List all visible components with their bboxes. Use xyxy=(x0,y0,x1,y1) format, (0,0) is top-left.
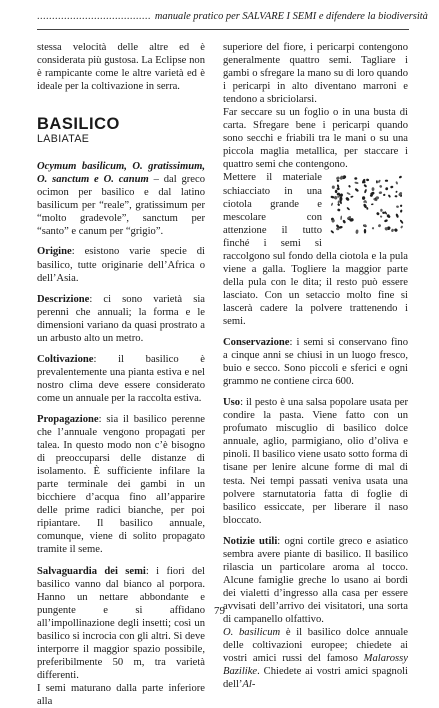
seed-mark xyxy=(399,176,403,179)
uso-text: : il pesto è una salsa popolare usata per condire la pasta. Viene fatto con un profumato miscuglio di basilico dolce annuale, aglio, parmigiano, olio d’oliva e pinoli. Il basilico viene usato sotto forma di tisane per lenire alcune forme di mal di testa. Nei tempi passati veniva usata una polvere starnutatoria fatta di foglie di basilico essiccate, per liberare il naso bloccato. xyxy=(223,397,408,526)
salvaguardia-paragraph xyxy=(37,565,205,682)
seed-mark xyxy=(376,181,378,184)
coltivazione-paragraph xyxy=(37,353,205,405)
basil-seeds-illustration xyxy=(328,173,408,237)
intro-paragraph: stessa velocità delle altre ed è considerata più gustosa. La Eclipse non è rampicante come le altre varietà ed è ideale per la coltivazione in serra. xyxy=(37,42,205,93)
seed-mark xyxy=(335,190,338,194)
notizie-label: Notizie utili xyxy=(223,535,278,547)
seed-mark xyxy=(372,188,375,192)
seed-mark xyxy=(400,210,403,213)
coltivazione-text: : il basilico è prevalentemente una pianta estiva e nel nostro clima deve essere considerato come un annuale per la raccolta estiva. xyxy=(37,353,205,404)
seed-mark xyxy=(371,204,374,206)
seed-mark xyxy=(379,185,383,189)
seed-mark xyxy=(399,220,403,225)
propagazione-paragraph xyxy=(37,413,205,557)
conservazione-label: Conservazione xyxy=(223,337,290,349)
seed-mark xyxy=(394,228,399,233)
conservazione-text: : i semi si conservano fino a cinque anni se chiusi in un luogo fresco, buio e secco. Sono piccoli e sferici e ogni grammo ne contiene circa 600. xyxy=(223,337,408,388)
cleaning-text: Mettere il materiale schiacciato in una ciotola grande e mescolare con attenzione il tutto finché i semi si raccolgono sul fondo della ciotola e la pula viene a galla. Togliere la maggior parte della pula con le dita; il resto può essere lasciato. Con un setaccio molto fine si lascerà cadere la polvere trattenendo i semi. xyxy=(223,172,408,327)
header-dots: ...................................... xyxy=(37,11,151,22)
seed-mark xyxy=(364,229,366,234)
seed-mark xyxy=(380,209,383,212)
variety-name: Malarossy Bazilike xyxy=(223,653,408,678)
seed-mark xyxy=(350,196,353,199)
seed-mark xyxy=(330,196,334,199)
notizie-text: : ogni cortile greco e asiatico sembra avere piante di basilico. Il basilico rilascia un particolare aroma al tocco. Alcune famiglie greche lo usano ai bordi dei vialetti d’ingresso alla casa per essere avvisati dell’arrivo dei visitatori, una sorta di campanello olfattivo. xyxy=(223,535,408,625)
running-header xyxy=(37,11,428,22)
conservazione-paragraph xyxy=(223,336,408,388)
seed-mark xyxy=(378,180,381,184)
seed-mark xyxy=(385,187,388,190)
seed-mark xyxy=(363,184,367,188)
seed-mark xyxy=(332,186,335,190)
seed-mark xyxy=(396,206,399,209)
descrizione-label: Descrizione xyxy=(37,293,90,305)
cleaning-paragraph xyxy=(223,171,408,328)
salvaguardia-text: : i fiori del basilico vanno dal bianco al porpora. Hanno un nettare abbondante e pungente e si affidano all’impollinazione degli insetti; così un basilico si incrocia con gli altri. Si deve interporre il maggior spazio possibile, preferibilmente 50 m, tra varietà differenti. xyxy=(37,565,205,681)
seed-mark xyxy=(379,192,383,195)
propagazione-label: Propagazione xyxy=(37,413,99,425)
salvaguardia-last-line: I semi maturano dalla parte inferiore alla xyxy=(37,682,205,707)
seed-mark xyxy=(338,201,340,204)
seed-mark xyxy=(362,197,366,201)
seed-mark xyxy=(390,186,394,189)
seed-mark xyxy=(364,189,367,194)
propagazione-text: : sia il basilico perenne che l’annuale vengono propagati per talea. In questo modo non c’è bisogno di preoccuparsi delle distanze di isolamento. È sufficiente infilare la parte terminale dei gambi in un bicchiere d’acqua fino all’apparire delle prime radici bianche, per poi ripiantare. Il basilico annuale, comunque, viene di solito propagato tramite il seme. xyxy=(37,413,205,556)
seed-mark xyxy=(337,180,340,182)
origine-paragraph xyxy=(37,245,205,284)
seed-mark xyxy=(366,179,369,182)
seed-mark xyxy=(337,185,340,189)
seed-mark xyxy=(354,188,359,193)
seed-mark xyxy=(346,192,351,196)
varieties-paragraph xyxy=(223,626,408,691)
seeds-icon xyxy=(328,173,408,237)
seed-mark xyxy=(395,191,398,194)
seed-mark xyxy=(354,178,357,181)
seed-mark xyxy=(394,196,397,198)
header-rule xyxy=(37,29,409,30)
species-names: Ocymum basilicum, O. gratissimum, O. sanctum e O. canum xyxy=(37,161,205,186)
origine-label: Origine xyxy=(37,246,72,258)
seed-mark xyxy=(336,188,340,191)
seed-mark xyxy=(400,226,403,229)
right-column xyxy=(223,41,408,691)
coltivazione-label: Coltivazione xyxy=(37,353,94,365)
seed-mark xyxy=(346,207,350,211)
seed-mark xyxy=(384,219,388,223)
seed-mark xyxy=(385,180,388,182)
seed-mark xyxy=(340,216,342,221)
seed-mark xyxy=(391,229,395,233)
uso-paragraph xyxy=(223,396,408,526)
seed-mark xyxy=(372,227,375,230)
seed-mark xyxy=(330,230,334,234)
salvaguardia-label: Salvaguardia dei semi xyxy=(37,565,146,577)
seed-mark xyxy=(342,220,346,224)
seed-mark xyxy=(388,195,391,199)
varieties-cut: Al- xyxy=(242,679,256,691)
seed-mark xyxy=(333,196,338,201)
seed-mark xyxy=(380,216,383,219)
varieties-end: . Chiedete ai vostri amici spagnoli dell’ xyxy=(223,666,408,691)
descrizione-text: : ci sono varietà sia perenni che annuali; la forma e le dimensioni variano da quasi prostrato a un arbusto alto un metro. xyxy=(37,293,205,344)
uso-label: Uso xyxy=(223,397,241,409)
varieties-text: è il basilico dolce annuale delle coltivazioni europee; chiedete ai vostri amici russi del famoso xyxy=(223,627,408,665)
species-etymology: – dal greco ocimon per basilico e dal latino basilicum per “reale”, gratissimum per “molto gradevole”, sanctum per “santo” e canum per “grigio”. xyxy=(37,174,205,238)
seed-mark xyxy=(355,230,358,235)
seed-mark xyxy=(395,182,398,186)
seed-mark xyxy=(331,203,334,207)
last-species: O. basilicum xyxy=(223,627,281,639)
plant-family: LABIATAE xyxy=(37,133,90,146)
seed-mark xyxy=(354,182,358,185)
page-number: 79 xyxy=(214,605,225,617)
drying-paragraph: Far seccare su un foglio o in una busta di carta. Sfregare bene i pericarpi quando sono secchi e friabili tra le mani o su una piccola maglia metallica, per staccare i quattro semi che contengono. xyxy=(223,107,408,171)
seed-mark xyxy=(361,179,365,184)
descrizione-paragraph xyxy=(37,293,205,345)
seed-mark xyxy=(345,197,350,202)
seed-mark xyxy=(378,224,382,228)
seed-mark xyxy=(348,185,351,188)
seed-mark xyxy=(337,209,341,212)
seed-mark xyxy=(400,205,403,208)
header-title: manuale pratico per SALVARE I SEMI e difendere la biodiversità xyxy=(154,11,428,22)
section-title: BASILICO xyxy=(37,115,120,134)
seed-mark xyxy=(395,214,399,219)
seed-mark xyxy=(340,194,344,198)
seed-mark xyxy=(383,194,386,197)
origine-text: : esistono varie specie di basilico, tutte originarie dell’Africa o dell’Asia. xyxy=(37,246,205,284)
species-paragraph xyxy=(37,160,205,238)
harvest-paragraph: superiore del fiore, i pericarpi contengono generalmente quattro semi. Tagliare i gambi o sfregare la mano su di loro quando i pericarpi in alto diventano marroni e tendono a sbriciolarsi. xyxy=(223,42,408,106)
seed-mark xyxy=(376,212,380,216)
